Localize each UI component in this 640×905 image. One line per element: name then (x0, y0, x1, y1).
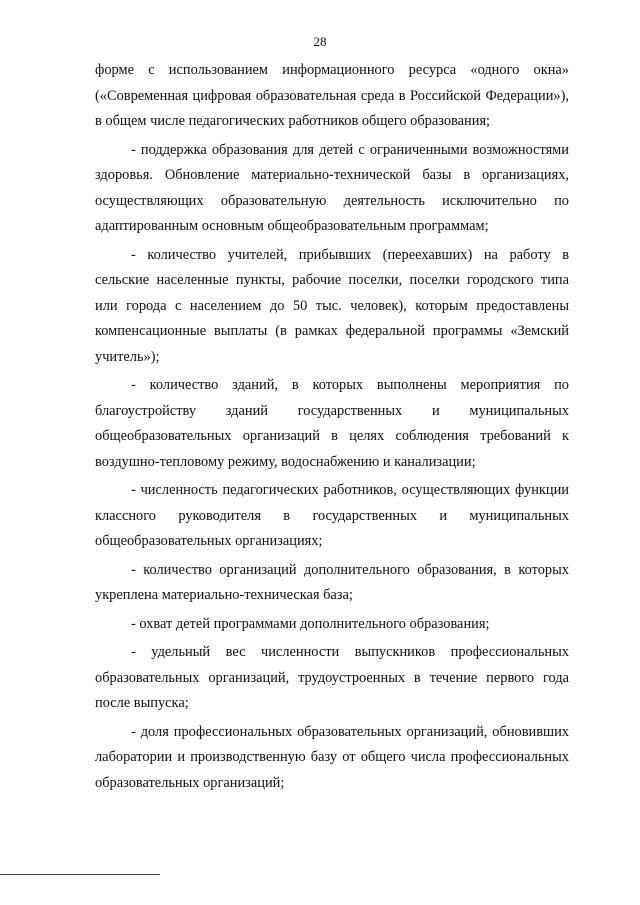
list-item: - охват детей программами дополнительного образования; (131, 615, 490, 632)
footnote-separator (0, 874, 160, 875)
list-item: - количество учителей, прибывших (переехавших) на работу в сельские населенные пункты, рабочие поселки, поселки городского типа или города с населением до 50 тыс. человек), которым предоставлены компенсационные выплаты (в рамках федеральной программы «Земский учитель»); (95, 246, 569, 365)
list-item: - удельный вес численности выпускников профессиональных образовательных организаций, трудоустроенных в течение первого года после выпуска; (95, 644, 569, 711)
page-number: 28 (313, 34, 327, 49)
list-item: - поддержка образования для детей с ограниченными возможностями здоровья. Обновление материально-технической базы в организациях, осуществляющих образовательную деятельность исключительно по адаптированным основным общеобразовательным программам; (95, 141, 569, 234)
list-item: - численность педагогических работников, осуществляющих функции классного руководителя в государственных и муниципальных общеобразовательных организациях; (95, 482, 569, 549)
list-item: - количество зданий, в которых выполнены мероприятия по благоустройству зданий государственных и муниципальных общеобразовательных организаций в целях соблюдения требований к воздушно-тепловому режиму, водоснабжению и канализации; (95, 377, 569, 470)
paragraph-continuation: форме с использованием информационного ресурса «одного окна» («Современная цифровая образовательная среда в Российской Федерации»), в общем числе педагогических работников общего образования; (95, 62, 569, 129)
body-text (95, 58, 569, 799)
list-item: - количество организаций дополнительного образования, в которых укреплена материально-техническая база; (95, 561, 569, 603)
list-item: - доля профессиональных образовательных организаций, обновивших лаборатории и производственную базу от общего числа профессиональных образовательных организаций; (95, 723, 569, 791)
